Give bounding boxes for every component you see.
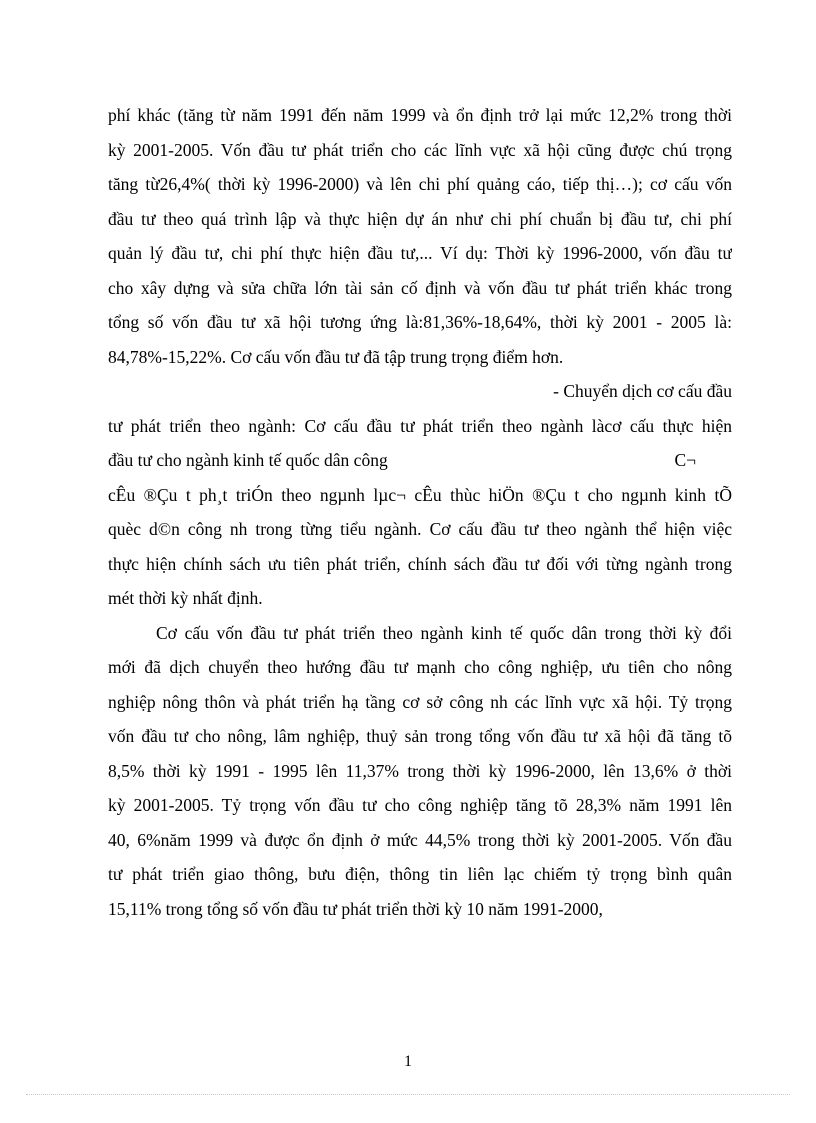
text-line: 84,78%-15,22%. Cơ cấu vốn đầu tư đã tập trung trọng điểm hơn. xyxy=(108,346,564,367)
page-number: 1 xyxy=(404,1053,412,1070)
text-line: tổng số vốn đầu tư xã hội tương ứng là:81,36%-18,64%, thời kỳ 2001 - 2005 là: xyxy=(108,312,732,332)
text-line: quèc d©n công nh trong từng tiểu ngành. Cơ cấu đầu tư theo ngành thể hiện việc xyxy=(108,519,732,539)
text-line: mới đã dịch chuyển theo hướng đầu tư mạnh cho công nghiệp, ưu tiên cho nông xyxy=(108,657,732,677)
text-line: kỳ 2001-2005. Tỷ trọng vốn đầu tư cho công nghiệp tăng tõ 28,3% năm 1991 lên xyxy=(108,795,732,815)
body-text xyxy=(108,98,732,926)
text-line: tăng từ26,4%( thời kỳ 1996-2000) và lên chi phí quảng cáo, tiếp thị…); cơ cấu vốn xyxy=(108,174,732,194)
text-line: tư phát triển theo ngành: Cơ cấu đầu tư phát triển theo ngành làcơ cấu thực hiện xyxy=(108,415,732,436)
text-line: vốn đầu tư cho nông, lâm nghiệp, thuỷ sản trong tổng vốn đầu tư xã hội đã tăng tõ xyxy=(108,726,732,746)
text-line: tư phát triển giao thông, bưu điện, thông tin liên lạc chiếm tỷ trọng bình quân xyxy=(108,864,732,884)
text-fragment: C¬ xyxy=(674,450,696,470)
text-line: đầu tư theo quá trình lập và thực hiện dự án như chi phí chuẩn bị đầu tư, chi phí xyxy=(108,208,732,229)
text-line: 40, 6%năm 1999 và được ổn định ở mức 44,5% trong thời kỳ 2001-2005. Vốn đầu xyxy=(108,829,732,850)
text-line: 8,5% thời kỳ 1991 - 1995 lên 11,37% trong thời kỳ 1996-2000, lên 13,6% ở thời xyxy=(108,760,732,781)
text-line: cÊu ®Çu t ph¸t triÓn theo ngµnh lµc¬ cÊu thùc hiÖn ®Çu t cho ngµnh kinh tÕ xyxy=(108,484,732,505)
text-line: phí khác (tăng từ năm 1991 đến năm 1999 và ổn định trở lại mức 12,2% trong thời xyxy=(108,105,732,125)
text-line: mét thời kỳ nhất định. xyxy=(108,588,263,608)
text-line: nghiệp nông thôn và phát triển hạ tầng cơ sở công nh các lĩnh vực xã hội. Tỷ trọng xyxy=(108,691,732,712)
text-line: cho xây dựng và sửa chữa lớn tài sản cố định và vốn đầu tư phát triển khác trong xyxy=(108,277,732,298)
text-line: kỳ 2001-2005. Vốn đầu tư phát triển cho các lĩnh vực xã hội cũng được chú trọng xyxy=(108,139,732,160)
page-bottom-divider xyxy=(26,1094,790,1095)
text-line: 15,11% trong tổng số vốn đầu tư phát triển thời kỳ 10 năm 1991-2000, xyxy=(108,898,603,919)
text-fragment: đầu tư cho ngành kinh tế quốc dân công xyxy=(108,450,388,470)
text-line: Cơ cấu vốn đầu tư phát triển theo ngành kinh tế quốc dân trong thời kỳ đổi xyxy=(156,622,732,643)
text-line: thực hiện chính sách ưu tiên phát triển, chính sách đầu tư đối với từng ngành trong xyxy=(108,553,732,574)
text-line: quản lý đầu tư, chi phí thực hiện đầu tư,... Ví dụ: Thời kỳ 1996-2000, vốn đầu tư xyxy=(108,243,732,263)
split-text-line xyxy=(108,443,732,478)
text-line: - Chuyển dịch cơ cấu đầu xyxy=(553,381,732,401)
